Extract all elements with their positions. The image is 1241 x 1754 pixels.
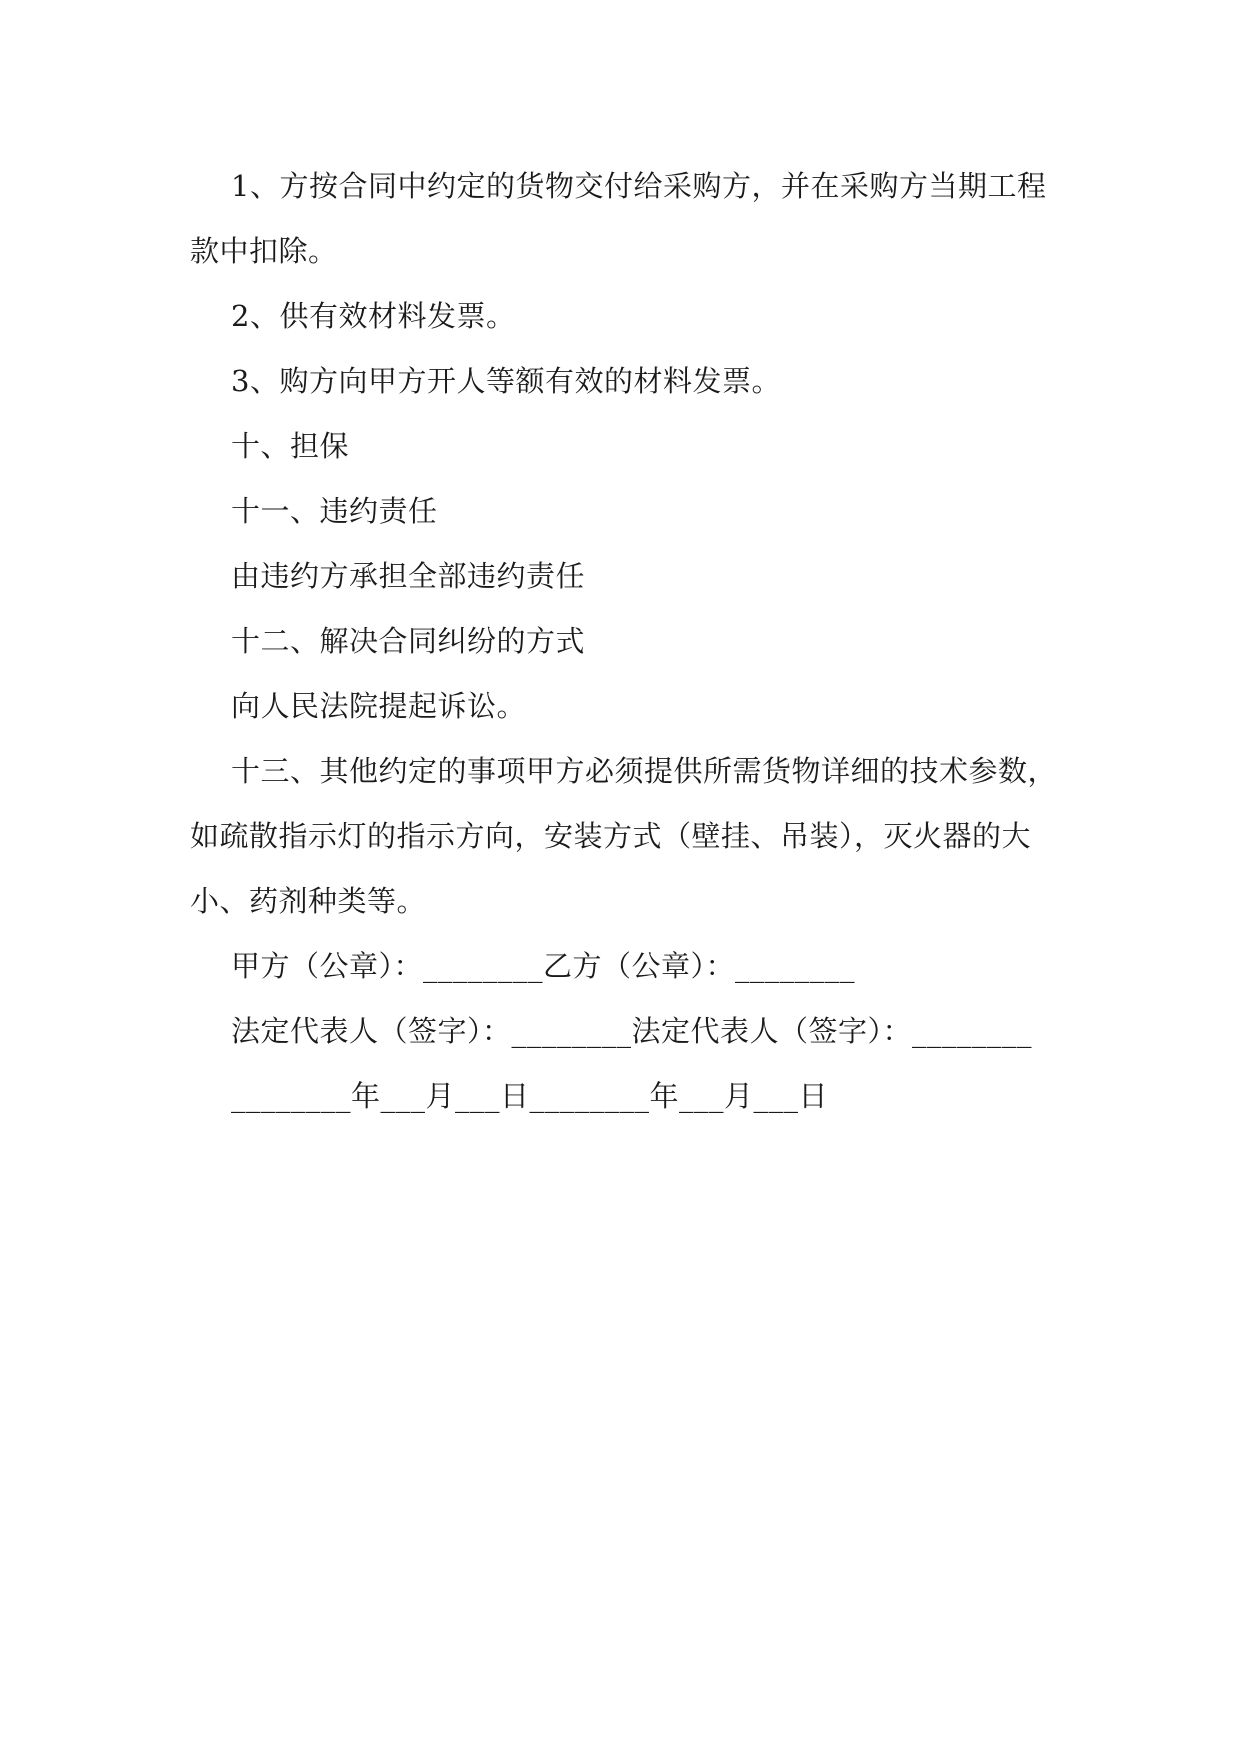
signature-date-line: ________年___月___日________年___月___日 [231, 1079, 829, 1113]
signature-representative-line: 法定代表人（签字）：________法定代表人（签字）：________ [231, 1014, 1033, 1048]
clause-liability: 由违约方承担全部违约责任 [231, 559, 586, 593]
section-heading-guarantee: 十、担保 [231, 429, 350, 463]
section-heading-liability: 十一、违约责任 [231, 494, 438, 528]
clause-dispute: 向人民法院提起诉讼。 [231, 689, 527, 723]
clause-invoice-supply: 2、供有效材料发票。 [231, 299, 516, 333]
clause-invoice-buyer: 3、购方向甲方开人等额有效的材料发票。 [231, 364, 781, 398]
signature-seal-line: 甲方（公章）：________乙方（公章）：________ [231, 949, 856, 983]
section-heading-dispute: 十二、解决合同纠纷的方式 [231, 624, 586, 658]
clause-payment-deduction: 1、方按合同中约定的货物交付给采购方，并在采购方当期工程款中扣除。 [190, 169, 1047, 268]
document-body [190, 154, 1070, 1129]
section-other-matters: 十三、其他约定的事项甲方必须提供所需货物详细的技术参数，如疏散指示灯的指示方向，安装方式（壁挂、吊装），灭火器的大小、药剂种类等。 [190, 754, 1058, 918]
